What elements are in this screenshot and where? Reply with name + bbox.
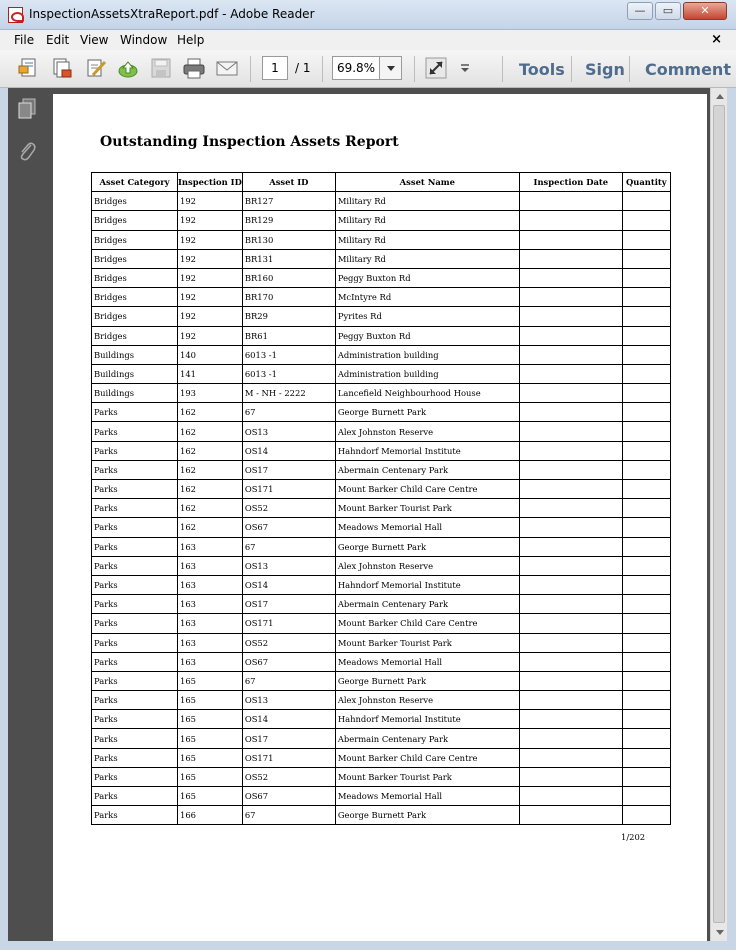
table-cell	[622, 499, 670, 518]
table-cell: Parks	[92, 767, 178, 786]
table-cell: 192	[178, 211, 243, 230]
table-cell: 162	[178, 518, 243, 537]
table-cell: George Burnett Park	[335, 671, 519, 690]
table-row	[92, 652, 671, 671]
table-row	[92, 384, 671, 403]
table-cell: Parks	[92, 710, 178, 729]
table-cell: BR170	[242, 288, 335, 307]
table-cell: Meadows Memorial Hall	[335, 652, 519, 671]
zoom-dropdown-button[interactable]	[380, 56, 402, 80]
table-row	[92, 441, 671, 460]
table-cell: George Burnett Park	[335, 806, 519, 825]
table-cell: BR61	[242, 326, 335, 345]
table-cell: OS14	[242, 710, 335, 729]
table-cell: Alex Johnston Reserve	[335, 691, 519, 710]
table-cell: 6013 -1	[242, 364, 335, 383]
table-cell: Parks	[92, 480, 178, 499]
table-cell	[519, 268, 622, 287]
table-row	[92, 268, 671, 287]
toolbar-separator	[250, 56, 251, 82]
table-cell: Parks	[92, 633, 178, 652]
table-cell	[519, 710, 622, 729]
table-row	[92, 307, 671, 326]
table-row	[92, 556, 671, 575]
table-cell: OS171	[242, 480, 335, 499]
toolbar-separator	[571, 56, 572, 82]
table-cell	[622, 652, 670, 671]
table-row	[92, 806, 671, 825]
table-cell: Parks	[92, 652, 178, 671]
table-row	[92, 595, 671, 614]
table-cell	[622, 787, 670, 806]
table-cell	[622, 249, 670, 268]
combine-icon[interactable]	[51, 57, 73, 79]
page-number-input[interactable]: 1	[262, 56, 288, 80]
table-cell: BR131	[242, 249, 335, 268]
table-cell: George Burnett Park	[335, 403, 519, 422]
vertical-scrollbar[interactable]	[710, 88, 727, 941]
email-icon[interactable]	[216, 57, 238, 79]
table-cell: Parks	[92, 787, 178, 806]
table-row	[92, 288, 671, 307]
minimize-button[interactable]: —	[627, 2, 653, 20]
document-area	[45, 88, 710, 941]
menu-file[interactable]: File	[14, 33, 35, 47]
scroll-down-button[interactable]	[712, 925, 727, 940]
table-cell: OS67	[242, 787, 335, 806]
table-cell: OS67	[242, 518, 335, 537]
table-cell	[622, 633, 670, 652]
table-row	[92, 480, 671, 499]
table-cell: Bridges	[92, 211, 178, 230]
table-row	[92, 249, 671, 268]
table-cell: 192	[178, 230, 243, 249]
column-header: Inspection ID	[178, 173, 243, 192]
table-cell: 162	[178, 422, 243, 441]
table-cell: Parks	[92, 518, 178, 537]
pdf-page	[53, 94, 707, 941]
table-cell: OS17	[242, 729, 335, 748]
table-cell: 163	[178, 633, 243, 652]
table-cell	[519, 767, 622, 786]
table-cell: 192	[178, 268, 243, 287]
table-cell	[519, 556, 622, 575]
table-cell: 162	[178, 480, 243, 499]
table-cell	[519, 460, 622, 479]
table-cell: OS13	[242, 691, 335, 710]
table-cell: OS52	[242, 499, 335, 518]
table-cell: Buildings	[92, 345, 178, 364]
table-cell: 67	[242, 671, 335, 690]
table-cell: 165	[178, 710, 243, 729]
table-cell: 162	[178, 441, 243, 460]
table-row	[92, 518, 671, 537]
table-cell	[622, 230, 670, 249]
adobe-reader-icon	[8, 7, 23, 23]
table-header-row	[92, 173, 671, 192]
table-cell	[519, 595, 622, 614]
column-header: Asset Category	[92, 173, 178, 192]
table-cell	[622, 748, 670, 767]
table-cell	[519, 326, 622, 345]
table-cell	[519, 633, 622, 652]
table-cell	[519, 537, 622, 556]
customize-icon[interactable]	[458, 57, 480, 79]
table-cell	[622, 537, 670, 556]
table-cell	[622, 441, 670, 460]
table-cell: Mount Barker Child Care Centre	[335, 748, 519, 767]
table-cell	[622, 364, 670, 383]
table-cell: OS14	[242, 575, 335, 594]
table-cell	[519, 288, 622, 307]
table-cell	[519, 806, 622, 825]
table-cell	[622, 384, 670, 403]
table-cell	[622, 767, 670, 786]
table-row	[92, 671, 671, 690]
table-cell: 140	[178, 345, 243, 364]
table-cell	[519, 480, 622, 499]
table-cell: 165	[178, 748, 243, 767]
table-cell: Pyrites Rd	[335, 307, 519, 326]
table-cell: Parks	[92, 595, 178, 614]
table-cell: Bridges	[92, 249, 178, 268]
column-header: Quantity	[622, 173, 670, 192]
menu-view[interactable]: View	[80, 33, 109, 47]
table-cell: 192	[178, 249, 243, 268]
page-footer-number: 1/202	[621, 832, 646, 842]
table-cell: McIntyre Rd	[335, 288, 519, 307]
table-cell	[622, 403, 670, 422]
table-cell	[519, 192, 622, 211]
table-row	[92, 633, 671, 652]
table-cell: Peggy Buxton Rd	[335, 326, 519, 345]
create-pdf-icon[interactable]	[18, 57, 40, 79]
table-cell	[622, 211, 670, 230]
table-cell: Bridges	[92, 307, 178, 326]
table-cell: Abermain Centenary Park	[335, 595, 519, 614]
table-cell: Abermain Centenary Park	[335, 460, 519, 479]
table-cell	[622, 307, 670, 326]
table-cell	[519, 403, 622, 422]
table-cell: Parks	[92, 671, 178, 690]
table-cell	[519, 307, 622, 326]
table-cell: OS14	[242, 441, 335, 460]
table-row	[92, 499, 671, 518]
table-cell: 163	[178, 537, 243, 556]
toolbar-separator	[502, 56, 503, 82]
table-cell: Alex Johnston Reserve	[335, 556, 519, 575]
table-cell	[622, 326, 670, 345]
table-cell: 166	[178, 806, 243, 825]
table-row	[92, 691, 671, 710]
menu-edit[interactable]: Edit	[46, 33, 70, 47]
table-cell	[622, 729, 670, 748]
table-cell	[622, 595, 670, 614]
table-row	[92, 422, 671, 441]
table-cell: Hahndorf Memorial Institute	[335, 441, 519, 460]
table-cell: Hahndorf Memorial Institute	[335, 575, 519, 594]
table-cell: 192	[178, 192, 243, 211]
scroll-thumb[interactable]	[713, 105, 725, 923]
table-cell: Buildings	[92, 364, 178, 383]
table-row	[92, 230, 671, 249]
table-cell: Peggy Buxton Rd	[335, 268, 519, 287]
table-cell	[519, 575, 622, 594]
table-row	[92, 787, 671, 806]
toolbar-separator	[629, 56, 630, 82]
table-cell	[622, 575, 670, 594]
title-bar	[0, 0, 736, 30]
table-cell: Military Rd	[335, 249, 519, 268]
restore-button[interactable]: ▭	[655, 2, 681, 20]
table-cell	[519, 211, 622, 230]
table-cell: 67	[242, 537, 335, 556]
report-title: Outstanding Inspection Assets Report	[100, 134, 399, 150]
table-cell: Bridges	[92, 288, 178, 307]
report-table	[91, 172, 671, 825]
table-cell: 163	[178, 575, 243, 594]
table-row	[92, 345, 671, 364]
table-cell: Parks	[92, 729, 178, 748]
table-row	[92, 192, 671, 211]
edit-icon[interactable]	[85, 57, 107, 79]
table-cell: Alex Johnston Reserve	[335, 422, 519, 441]
table-cell: Mount Barker Child Care Centre	[335, 614, 519, 633]
save-icon[interactable]	[150, 57, 172, 79]
table-cell: Mount Barker Tourist Park	[335, 499, 519, 518]
table-cell: Parks	[92, 537, 178, 556]
table-cell: Parks	[92, 691, 178, 710]
table-row	[92, 710, 671, 729]
table-row	[92, 748, 671, 767]
table-cell: M - NH - 2222	[242, 384, 335, 403]
table-cell: Military Rd	[335, 211, 519, 230]
table-cell: Bridges	[92, 192, 178, 211]
navigation-pane	[8, 88, 45, 941]
table-cell: 193	[178, 384, 243, 403]
table-cell: Administration building	[335, 345, 519, 364]
table-cell	[519, 691, 622, 710]
table-cell: BR29	[242, 307, 335, 326]
table-cell: Military Rd	[335, 192, 519, 211]
menu-bar	[0, 30, 736, 50]
table-cell: 192	[178, 288, 243, 307]
table-cell: 165	[178, 691, 243, 710]
table-row	[92, 729, 671, 748]
column-header: Asset ID	[242, 173, 335, 192]
table-cell: Parks	[92, 499, 178, 518]
table-cell: Parks	[92, 441, 178, 460]
table-cell: 163	[178, 595, 243, 614]
table-cell	[622, 671, 670, 690]
table-cell: 163	[178, 652, 243, 671]
table-cell	[622, 518, 670, 537]
table-cell: George Burnett Park	[335, 537, 519, 556]
table-cell: Meadows Memorial Hall	[335, 787, 519, 806]
table-cell: OS52	[242, 633, 335, 652]
menu-help[interactable]: Help	[177, 33, 205, 47]
table-cell: OS17	[242, 460, 335, 479]
tools-button[interactable]: Tools	[519, 60, 565, 79]
table-cell	[519, 787, 622, 806]
table-cell: Parks	[92, 556, 178, 575]
table-cell: Buildings	[92, 384, 178, 403]
table-cell	[622, 480, 670, 499]
table-cell: Abermain Centenary Park	[335, 729, 519, 748]
table-cell	[519, 422, 622, 441]
column-header: Asset Name	[335, 173, 519, 192]
table-cell: OS13	[242, 556, 335, 575]
table-cell: Parks	[92, 614, 178, 633]
table-cell	[519, 499, 622, 518]
upload-icon[interactable]	[117, 57, 139, 79]
table-cell	[519, 441, 622, 460]
table-cell	[622, 192, 670, 211]
table-cell: 162	[178, 403, 243, 422]
window-title: InspectionAssetsXtraReport.pdf - Adobe Reader	[29, 7, 315, 21]
column-header: Inspection Date	[519, 173, 622, 192]
table-cell: BR127	[242, 192, 335, 211]
table-cell: Bridges	[92, 326, 178, 345]
table-cell: 162	[178, 499, 243, 518]
table-cell: 192	[178, 326, 243, 345]
table-cell	[519, 518, 622, 537]
table-cell: 6013 -1	[242, 345, 335, 364]
scroll-up-button[interactable]	[712, 89, 727, 104]
table-cell: Parks	[92, 806, 178, 825]
table-row	[92, 575, 671, 594]
table-cell	[519, 345, 622, 364]
table-row	[92, 460, 671, 479]
table-cell: Parks	[92, 575, 178, 594]
document-close-button[interactable]: ×	[711, 32, 722, 47]
table-cell: OS171	[242, 614, 335, 633]
table-cell: 165	[178, 787, 243, 806]
table-cell	[519, 384, 622, 403]
table-cell: BR129	[242, 211, 335, 230]
table-cell	[622, 288, 670, 307]
table-cell: Administration building	[335, 364, 519, 383]
toolbar	[0, 50, 736, 88]
table-cell: Meadows Memorial Hall	[335, 518, 519, 537]
table-cell: 165	[178, 729, 243, 748]
table-cell	[519, 729, 622, 748]
table-cell: OS17	[242, 595, 335, 614]
expand-icon[interactable]	[425, 57, 447, 79]
table-cell: 67	[242, 806, 335, 825]
table-cell: 165	[178, 671, 243, 690]
table-row	[92, 211, 671, 230]
table-cell	[519, 230, 622, 249]
pages-icon[interactable]	[17, 98, 37, 120]
table-cell	[622, 460, 670, 479]
table-cell	[519, 671, 622, 690]
table-cell: Military Rd	[335, 230, 519, 249]
table-cell: Mount Barker Tourist Park	[335, 633, 519, 652]
table-cell: 163	[178, 556, 243, 575]
table-cell	[519, 652, 622, 671]
table-row	[92, 364, 671, 383]
toolbar-separator	[414, 56, 415, 82]
sign-button[interactable]: Sign	[585, 60, 625, 79]
menu-window[interactable]: Window	[120, 33, 168, 47]
attachment-icon[interactable]	[17, 140, 37, 162]
comment-button[interactable]: Comment	[645, 60, 731, 79]
table-cell	[519, 748, 622, 767]
table-cell	[622, 345, 670, 364]
table-cell	[519, 614, 622, 633]
table-cell: Parks	[92, 460, 178, 479]
table-cell	[622, 422, 670, 441]
table-cell: Parks	[92, 422, 178, 441]
table-row	[92, 614, 671, 633]
table-row	[92, 537, 671, 556]
table-cell: Mount Barker Tourist Park	[335, 767, 519, 786]
table-cell: OS67	[242, 652, 335, 671]
table-cell: Lancefield Neighbourhood House	[335, 384, 519, 403]
table-cell	[622, 691, 670, 710]
table-cell: Hahndorf Memorial Institute	[335, 710, 519, 729]
table-cell: 141	[178, 364, 243, 383]
table-cell: 165	[178, 767, 243, 786]
table-cell: Bridges	[92, 268, 178, 287]
table-cell	[622, 556, 670, 575]
table-cell	[519, 364, 622, 383]
table-cell: 192	[178, 307, 243, 326]
report-table-body	[92, 192, 671, 825]
print-icon[interactable]	[183, 57, 205, 79]
table-cell: OS171	[242, 748, 335, 767]
table-row	[92, 326, 671, 345]
close-button[interactable]: ✕	[683, 2, 727, 20]
table-row	[92, 767, 671, 786]
table-cell	[622, 710, 670, 729]
table-cell: Parks	[92, 403, 178, 422]
table-cell: OS13	[242, 422, 335, 441]
table-row	[92, 403, 671, 422]
table-cell: 162	[178, 460, 243, 479]
table-cell	[622, 268, 670, 287]
table-cell: 67	[242, 403, 335, 422]
table-cell	[622, 614, 670, 633]
table-cell: BR160	[242, 268, 335, 287]
table-cell: BR130	[242, 230, 335, 249]
table-cell: 163	[178, 614, 243, 633]
page-total: / 1	[295, 61, 311, 75]
table-cell: Mount Barker Child Care Centre	[335, 480, 519, 499]
table-cell: OS52	[242, 767, 335, 786]
table-cell: Bridges	[92, 230, 178, 249]
toolbar-separator	[322, 56, 323, 82]
table-cell: Parks	[92, 748, 178, 767]
table-cell	[622, 806, 670, 825]
zoom-input[interactable]: 69.8%	[332, 56, 380, 80]
table-cell	[519, 249, 622, 268]
